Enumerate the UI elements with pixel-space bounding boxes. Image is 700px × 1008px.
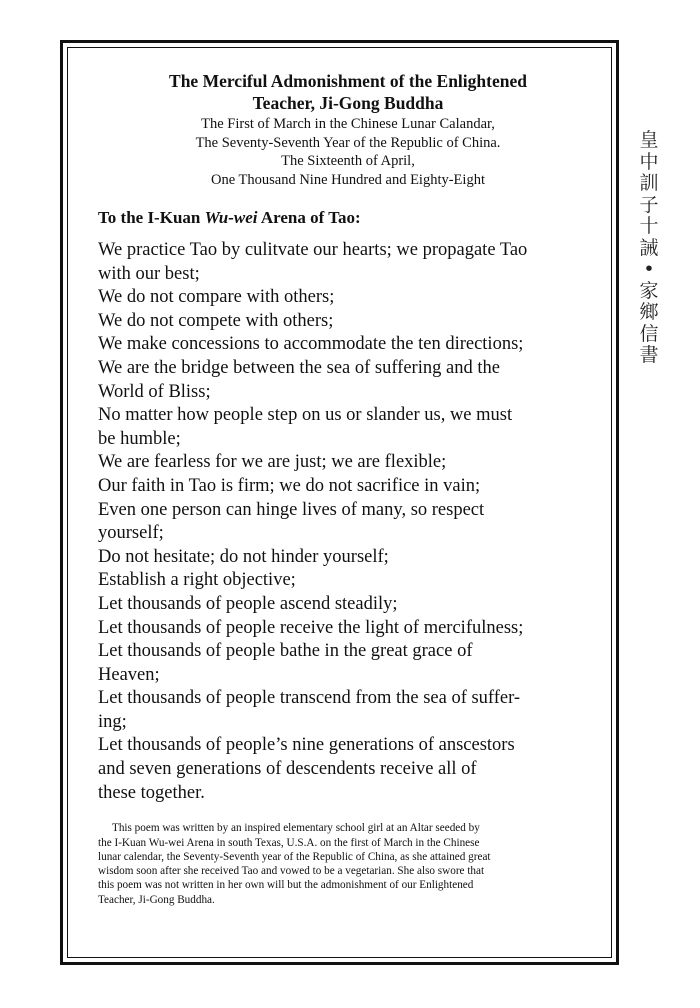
poem-verse xyxy=(98,310,598,334)
date-line: The First of March in the Chinese Lunar Calandar, xyxy=(201,116,495,132)
chinese-character: 鄉 xyxy=(639,301,659,323)
poem-verse xyxy=(98,569,598,593)
date-line: The Seventy-Seventh Year of the Republic of China. xyxy=(195,134,501,151)
poem-verse-line: Even one person can hinge lives of many, so respect xyxy=(98,499,485,520)
poem-verse-line: Heaven; xyxy=(98,664,160,685)
date-line: The Sixteenth of April, xyxy=(281,153,415,169)
poem-verse-line: Establish a right objective; xyxy=(98,570,296,591)
poem-verse-line: Let thousands of people’s nine generations of anscestors xyxy=(98,735,515,756)
poem-verse xyxy=(98,239,598,286)
poem-body xyxy=(98,239,598,805)
poem-verse xyxy=(98,687,598,734)
addressee-italic: Wu-wei xyxy=(204,208,258,227)
chinese-character: 訓 xyxy=(639,172,659,194)
footnote-line: this poem was not written in her own will but the admonishment of our Enlightened xyxy=(98,879,474,892)
poem-verse-line: World of Bliss; xyxy=(98,381,211,402)
poem-verse xyxy=(98,593,598,617)
chinese-character: 信 xyxy=(639,322,659,345)
chinese-character: • xyxy=(643,258,655,280)
footnote-line: This poem was written by an inspired elementary school girl at an Altar seeded by xyxy=(112,822,480,835)
poem-verse xyxy=(98,404,598,451)
chinese-character: 子 xyxy=(639,193,659,216)
document-title xyxy=(98,70,598,114)
poem-verse-line: We are fearless for we are just; we are flexible; xyxy=(98,452,447,473)
addressee-suffix: Arena of Tao: xyxy=(257,208,361,227)
document-date xyxy=(98,115,598,189)
poem-verse-line: We do not compare with others; xyxy=(98,287,335,308)
poem-verse-line: Do not hesitate; do not hinder yourself; xyxy=(98,546,389,567)
poem-verse-line: these together. xyxy=(98,782,205,803)
poem-verse-line: Let thousands of people receive the light of mercifulness; xyxy=(98,617,524,638)
poem-verse xyxy=(98,617,598,641)
footnote-line: wisdom soon after she received Tao and vowed to be a vegetarian. She also swore that xyxy=(98,865,485,878)
poem-verse xyxy=(98,475,598,499)
poem-verse xyxy=(98,286,598,310)
poem-verse xyxy=(98,357,598,404)
poem-verse xyxy=(98,499,598,546)
poem-verse-line: with our best; xyxy=(98,263,200,284)
title-line: The Merciful Admonishment of the Enlightened xyxy=(169,71,527,91)
document-header xyxy=(98,70,598,189)
poem-verse xyxy=(98,333,598,357)
poem-verse xyxy=(98,640,598,687)
footnote-line: Teacher, Ji-Gong Buddha. xyxy=(98,893,215,906)
vertical-chinese-title xyxy=(636,130,662,367)
chinese-character: 書 xyxy=(639,344,659,366)
poem-verse-line: Let thousands of people transcend from the sea of suffer- xyxy=(98,688,521,709)
poem-verse-line: No matter how people step on us or slander us, we must xyxy=(98,405,513,426)
poem-verse xyxy=(98,734,598,805)
poem-verse-line: be humble; xyxy=(98,428,181,449)
poem-verse-line: We practice Tao by culitvate our hearts; we propagate Tao xyxy=(98,240,528,260)
chinese-character: 家 xyxy=(639,279,659,302)
poem-verse-line: ing; xyxy=(98,711,127,732)
poem-verse-line: We do not compete with others; xyxy=(98,310,334,331)
poem-verse-line: Our faith in Tao is firm; we do not sacrifice in vain; xyxy=(98,475,481,496)
document-body xyxy=(98,70,598,907)
poem-verse-line: We are the bridge between the sea of suffering and the xyxy=(98,357,500,378)
chinese-character: 皇 xyxy=(639,129,659,151)
chinese-character: 誡 xyxy=(639,236,659,259)
poem-verse-line: and seven generations of descendents receive all of xyxy=(98,759,477,780)
footnote-line: the I-Kuan Wu-wei Arena in south Texas, U.S.A. on the first of March in the Chinese xyxy=(98,836,480,849)
chinese-character: 中 xyxy=(639,150,659,173)
addressee-prefix: To the I-Kuan xyxy=(98,208,205,227)
date-line: One Thousand Nine Hundred and Eighty-Eight xyxy=(211,171,485,188)
poem-verse xyxy=(98,546,598,570)
chinese-character: 十 xyxy=(639,215,659,237)
poem-verse-line: Let thousands of people bathe in the great grace of xyxy=(98,641,473,662)
poem-verse-line: yourself; xyxy=(98,523,164,544)
footnote xyxy=(98,821,598,907)
title-line: Teacher, Ji-Gong Buddha xyxy=(252,93,444,113)
poem-verse xyxy=(98,451,598,475)
footnote-line: lunar calendar, the Seventy-Seventh year of the Republic of China, as she attained great xyxy=(98,850,491,863)
poem-verse-line: Let thousands of people ascend steadily; xyxy=(98,593,398,614)
poem-verse-line: We make concessions to accommodate the ten directions; xyxy=(98,334,524,355)
addressee-line xyxy=(98,207,598,229)
